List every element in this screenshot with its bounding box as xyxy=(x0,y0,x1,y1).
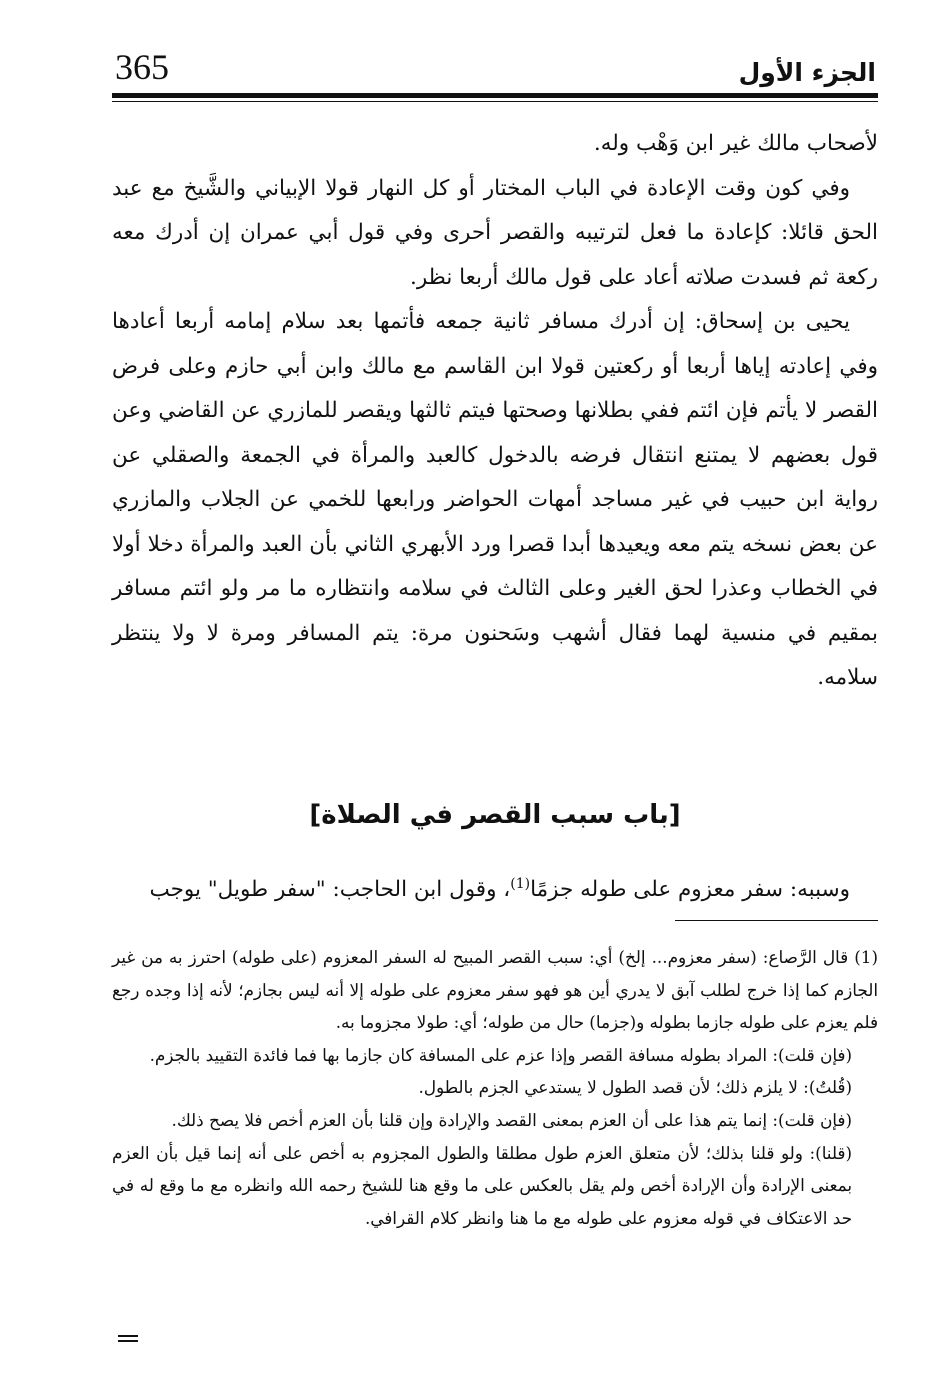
page-header xyxy=(112,40,878,100)
footnote-question-2: (فإن قلت): إنما يتم هذا على أن العزم بمعنى القصد والإرادة وإن قلنا بأن العزم أخص فلا يصح ذلك. xyxy=(171,1109,852,1130)
paragraph-2: وفي كون وقت الإعادة في الباب المختار أو كل النهار قولا الإبياني والشَّيخ مع عبد الحق قائلا: كإعادة ما فعل لترتيبه والقصر أحرى وفي قول أبي عمران إن أدرك معه ركعة ثم فسدت صلاته أعاد على قول مالك أربعا نظر. xyxy=(112,175,878,290)
header-rule-thin xyxy=(112,101,878,102)
section-text-start: وسببه: سفر معزوم على طوله جزمًا xyxy=(530,877,850,903)
running-title: الجزء الأول xyxy=(738,58,876,87)
footnote-answer-1: (قُلتُ): لا يلزم ذلك؛ لأن قصد الطول لا يستدعي الجزم بالطول. xyxy=(418,1077,852,1098)
footnotes xyxy=(112,941,878,1234)
footnote-reference: (1) xyxy=(510,876,531,892)
section-first-line xyxy=(112,862,878,912)
page-number: 365 xyxy=(115,47,169,87)
main-text xyxy=(112,122,878,701)
paragraph-1: لأصحاب مالك غير ابن وَهْب وله. xyxy=(593,131,878,156)
footnote-separator xyxy=(675,920,878,921)
continuation-mark xyxy=(118,1335,138,1343)
footnote-1: (1) قال الرَّصاع: (سفر معزوم... إلخ) أي: سبب القصر المبيح له السفر المعزوم (على طوله) احترز به من غير الجازم كما إذا خرج لطلب آبق لا يدري أين هو فهو سفر معزوم على طوله إلا أنه ليس بجازم؛ لأنه إذا وجده رجع فلم يعزم على طوله جازما بطوله و(جزما) حال من طوله؛ أي: طولا مجزوما به. xyxy=(112,947,878,1033)
footnote-question-1: (فإن قلت): المراد بطوله مسافة القصر وإذا عزم على المسافة كان جازما بها فما فائدة التقييد بالجزم. xyxy=(149,1044,852,1065)
header-rule-thick xyxy=(112,93,878,98)
paragraph-3: يحيى بن إسحاق: إن أدرك مسافر ثانية جمعه فأتمها بعد سلام إمامه أربعا أعادها وفي إعادته إياها أربعا أو ركعتين قولا ابن القاسم مع مالك وابن أبي حازم وعلى فرض القصر لا يأتم فإن ائتم ففي بطلانها وصحتها فيتم ثالثها ويقصر للمازري عن القاضي وعن قول بعضهم لا يمتنع انتقال فرضه بالدخول كالعبد والمرأة في الجمعة والصقلي عن رواية ابن حبيب في غير مساجد أمهات الحواضر ورابعها للخمي عن الجلاب والمازري عن بعض نسخه يتم معه ويعيدها أبدا قصرا ورد الأبهري الثاني بأن العبد والمرأة دخلا أولا في الخطاب وعذرا لحق الغير وعلى الثالث في سلامه وانتظاره ما مر ولو ائتم مسافر بمقيم في منسية لهما فقال أشهب وسَحنون مرة: يتم المسافر ومرة لا ولا ينتظر سلامه. xyxy=(112,309,878,690)
section-heading: [باب سبب القصر في الصلاة] xyxy=(309,800,681,830)
section-text-rest: ، وقول ابن الحاجب: "سفر طويل" يوجب xyxy=(149,877,511,903)
footnote-answer-2: (قلنا): ولو قلنا بذلك؛ لأن متعلق العزم طول مطلقا والطول المجزوم به أخص على أنه إنما قيل بأن العزم بمعنى الإرادة وأن الإرادة أخص ولم يقل بالعكس على ما وقع هنا للشيخ رحمه الله وانظره مع ما وقع له في حد الاعتكاف في قوله معزوم على طوله مع ما هنا وانظر كلام القرافي. xyxy=(112,1142,852,1228)
